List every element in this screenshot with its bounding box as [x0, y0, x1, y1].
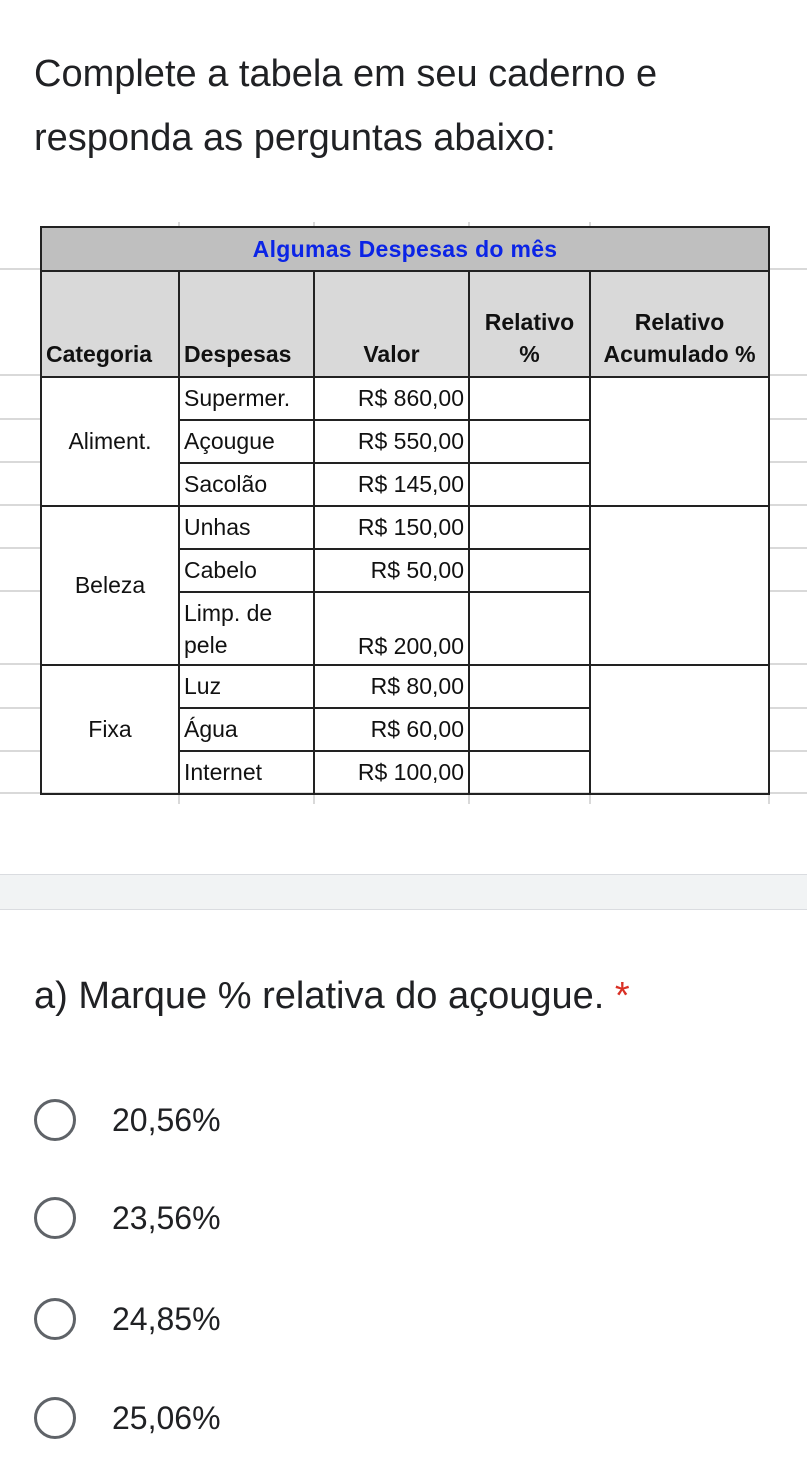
grid-line	[0, 590, 40, 592]
grid-line	[0, 268, 40, 270]
grid-line	[313, 794, 315, 804]
expense-value: R$ 60,00	[314, 708, 469, 751]
option-label[interactable]: 20,56%	[112, 1101, 221, 1138]
grid-line	[589, 794, 591, 804]
relative-cell	[469, 506, 590, 549]
relative-cell	[469, 420, 590, 463]
cumulative-cell	[590, 665, 769, 794]
expense-name: Limp. de pele	[179, 592, 314, 665]
grid-line	[768, 590, 807, 592]
category-cell: Beleza	[41, 506, 179, 665]
spreadsheet-image	[0, 222, 807, 804]
option-label[interactable]: 23,56%	[112, 1199, 221, 1236]
expense-name: Unhas	[179, 506, 314, 549]
grid-line	[768, 418, 807, 420]
grid-line	[0, 374, 40, 376]
grid-line	[178, 794, 180, 804]
grid-line	[0, 663, 40, 665]
radio-option-3[interactable]	[34, 1293, 221, 1345]
relative-cell	[469, 751, 590, 794]
grid-line	[768, 504, 807, 506]
expense-name: Sacolão	[179, 463, 314, 506]
expense-value: R$ 860,00	[314, 377, 469, 420]
grid-line	[768, 663, 807, 665]
relative-cell	[469, 549, 590, 592]
expense-name: Internet	[179, 751, 314, 794]
relative-cell	[469, 463, 590, 506]
grid-line	[468, 794, 470, 804]
grid-line	[0, 504, 40, 506]
header-valor: Valor	[314, 271, 469, 377]
expense-name: Luz	[179, 665, 314, 708]
table-title: Algumas Despesas do mês	[41, 227, 769, 271]
radio-option-1[interactable]	[34, 1094, 221, 1146]
relative-cell	[469, 377, 590, 420]
grid-line	[0, 750, 40, 752]
intro-line-2: responda as perguntas abaixo:	[34, 117, 556, 159]
question-intro	[34, 42, 774, 170]
category-cell: Aliment.	[41, 377, 179, 506]
expense-name: Supermer.	[179, 377, 314, 420]
grid-line	[768, 707, 807, 709]
radio-button[interactable]	[34, 1397, 76, 1439]
radio-option-2[interactable]	[34, 1192, 221, 1244]
header-categoria: Categoria	[41, 271, 179, 377]
grid-line	[768, 547, 807, 549]
expense-value: R$ 50,00	[314, 549, 469, 592]
grid-line	[768, 794, 770, 804]
header-relativo-acumulado: Relativo Acumulado %	[590, 271, 769, 377]
section-divider	[0, 874, 807, 910]
question-text: a) Marque % relativa do açougue.	[34, 975, 605, 1017]
relative-cell	[469, 665, 590, 708]
option-label[interactable]: 25,06%	[112, 1399, 221, 1436]
expense-value: R$ 200,00	[314, 592, 469, 665]
grid-line	[768, 461, 807, 463]
radio-button[interactable]	[34, 1298, 76, 1340]
question-title	[34, 975, 630, 1018]
cumulative-cell	[590, 506, 769, 665]
option-label[interactable]: 24,85%	[112, 1300, 221, 1337]
expenses-table	[40, 226, 770, 795]
radio-button[interactable]	[34, 1099, 76, 1141]
expense-value: R$ 150,00	[314, 506, 469, 549]
header-relativo: Relativo %	[469, 271, 590, 377]
grid-line	[768, 268, 807, 270]
header-despesas: Despesas	[179, 271, 314, 377]
relative-cell	[469, 708, 590, 751]
expense-name: Cabelo	[179, 549, 314, 592]
grid-line	[768, 750, 807, 752]
grid-line	[768, 374, 807, 376]
expense-value: R$ 145,00	[314, 463, 469, 506]
cumulative-cell	[590, 377, 769, 506]
expense-value: R$ 100,00	[314, 751, 469, 794]
grid-line	[0, 461, 40, 463]
expense-value: R$ 80,00	[314, 665, 469, 708]
radio-option-4[interactable]	[34, 1392, 221, 1444]
grid-line	[0, 418, 40, 420]
grid-line	[0, 547, 40, 549]
relative-cell	[469, 592, 590, 665]
intro-line-1: Complete a tabela em seu caderno e	[34, 53, 658, 95]
required-asterisk: *	[614, 975, 630, 1017]
expense-value: R$ 550,00	[314, 420, 469, 463]
radio-button[interactable]	[34, 1197, 76, 1239]
expense-name: Açougue	[179, 420, 314, 463]
grid-line	[0, 707, 40, 709]
expense-name: Água	[179, 708, 314, 751]
category-cell: Fixa	[41, 665, 179, 794]
